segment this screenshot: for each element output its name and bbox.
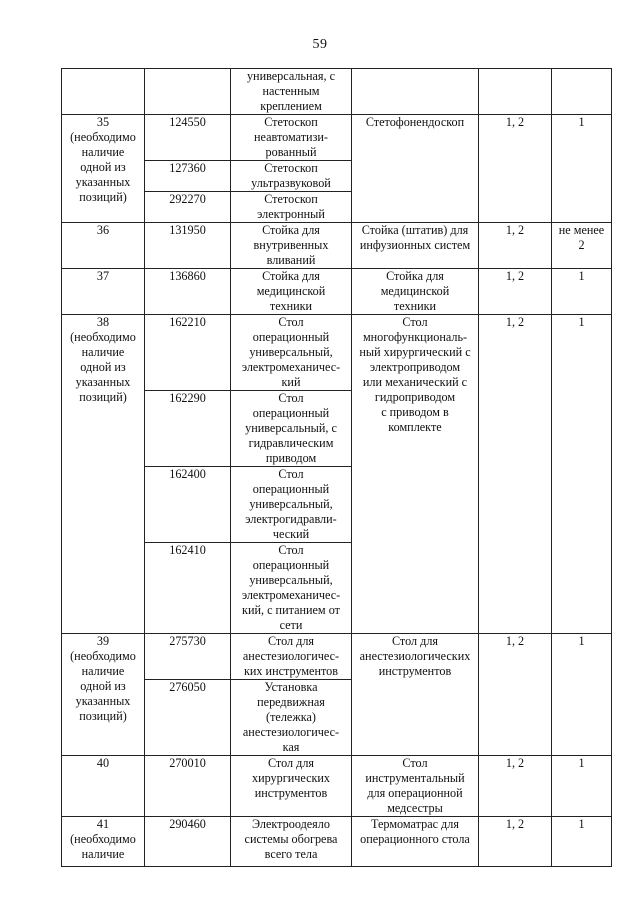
item-name-cell: Стойка для внутривенных вливаний <box>231 223 352 269</box>
item-name-cell: Электроодеяло системы обогрева всего тела <box>231 817 352 867</box>
item-name-cell: Стол операционный универсальный, электромеханичес- кий <box>231 315 352 391</box>
category-cell: 1, 2 <box>479 817 552 867</box>
table-row <box>62 634 612 680</box>
item-name-cell: Стетоскоп ультразвуковой <box>231 161 352 192</box>
table-row <box>62 69 612 115</box>
code-cell: 275730 <box>145 634 231 680</box>
code-cell: 270010 <box>145 756 231 817</box>
quantity-cell: не менее 2 <box>552 223 612 269</box>
code-cell: 162400 <box>145 467 231 543</box>
equipment-table <box>61 68 612 867</box>
item-name-cell: Установка передвижная (тележка) анестезиологичес- кая <box>231 680 352 756</box>
device-cell: Стол инструментальный для операционной медсестры <box>352 756 479 817</box>
item-name-cell: Стол для анестезиологичес- ких инструментов <box>231 634 352 680</box>
quantity-cell: 1 <box>552 115 612 223</box>
item-name-cell: универсальная, с настенным креплением <box>231 69 352 115</box>
table-row <box>62 223 612 269</box>
quantity-cell: 1 <box>552 315 612 634</box>
item-name-cell: Стойка для медицинской техники <box>231 269 352 315</box>
category-cell: 1, 2 <box>479 634 552 756</box>
item-name-cell: Стол операционный универсальный, с гидравлическим приводом <box>231 391 352 467</box>
device-cell: Стойка для медицинской техники <box>352 269 479 315</box>
row-number-cell: 41 (необходимо наличие <box>62 817 145 867</box>
code-cell: 292270 <box>145 192 231 223</box>
device-cell: Стойка (штатив) для инфузионных систем <box>352 223 479 269</box>
category-cell: 1, 2 <box>479 315 552 634</box>
category-cell <box>479 69 552 115</box>
page-number: 59 <box>312 37 328 52</box>
device-cell: Стол для анестезиологических инструментов <box>352 634 479 756</box>
code-cell: 127360 <box>145 161 231 192</box>
code-cell: 162410 <box>145 543 231 634</box>
code-cell <box>145 69 231 115</box>
code-cell: 290460 <box>145 817 231 867</box>
row-number-cell: 35 (необходимо наличие одной из указанных позиций) <box>62 115 145 223</box>
category-cell: 1, 2 <box>479 223 552 269</box>
quantity-cell: 1 <box>552 634 612 756</box>
table-row <box>62 817 612 867</box>
quantity-cell: 1 <box>552 756 612 817</box>
row-number-cell <box>62 69 145 115</box>
item-name-cell: Стол операционный универсальный, электрогидравли- ческий <box>231 467 352 543</box>
code-cell: 136860 <box>145 269 231 315</box>
code-cell: 124550 <box>145 115 231 161</box>
row-number-cell: 37 <box>62 269 145 315</box>
table-row <box>62 756 612 817</box>
device-cell <box>352 69 479 115</box>
code-cell: 162210 <box>145 315 231 391</box>
quantity-cell <box>552 69 612 115</box>
quantity-cell: 1 <box>552 817 612 867</box>
row-number-cell: 40 <box>62 756 145 817</box>
table-row <box>62 269 612 315</box>
code-cell: 276050 <box>145 680 231 756</box>
code-cell: 162290 <box>145 391 231 467</box>
category-cell: 1, 2 <box>479 756 552 817</box>
item-name-cell: Стол для хирургических инструментов <box>231 756 352 817</box>
row-number-cell: 38 (необходимо наличие одной из указанных позиций) <box>62 315 145 634</box>
table-row <box>62 315 612 391</box>
code-cell: 131950 <box>145 223 231 269</box>
quantity-cell: 1 <box>552 269 612 315</box>
device-cell: Термоматрас для операционного стола <box>352 817 479 867</box>
table-row <box>62 115 612 161</box>
device-cell: Стол многофункциональ- ный хирургический с электроприводом или механический с гидроприводом с приводом в комплекте <box>352 315 479 634</box>
category-cell: 1, 2 <box>479 269 552 315</box>
item-name-cell: Стол операционный универсальный, электромеханичес- кий, с питанием от сети <box>231 543 352 634</box>
item-name-cell: Стетоскоп неавтоматизи- рованный <box>231 115 352 161</box>
category-cell: 1, 2 <box>479 115 552 223</box>
row-number-cell: 36 <box>62 223 145 269</box>
item-name-cell: Стетоскоп электронный <box>231 192 352 223</box>
row-number-cell: 39 (необходимо наличие одной из указанных позиций) <box>62 634 145 756</box>
device-cell: Стетофонендоскоп <box>352 115 479 223</box>
